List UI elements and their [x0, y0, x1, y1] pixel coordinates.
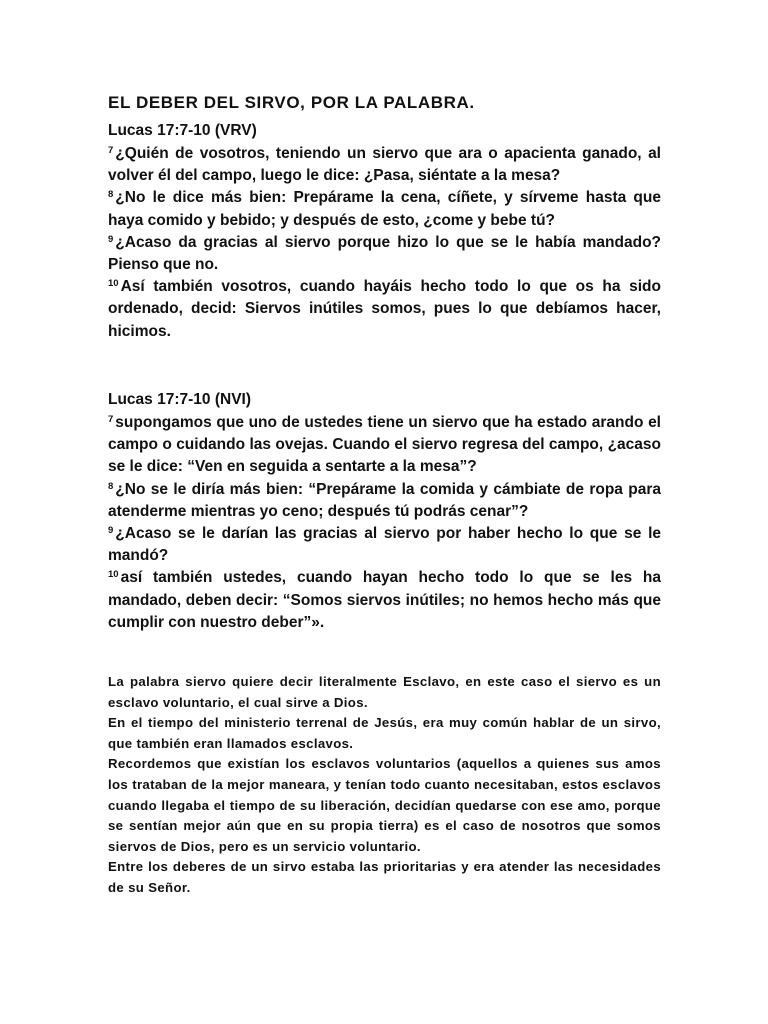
verse	[108, 143, 661, 187]
vrv-passage	[108, 143, 661, 343]
nvi-passage	[108, 412, 661, 634]
verse-text: Así también vosotros, cuando hayáis hecho todo lo que os ha sido ordenado, decid: Siervos inútiles somos, pues lo que debíamos hacer, hicimos.	[108, 278, 661, 340]
verse	[108, 232, 661, 276]
verse	[108, 276, 661, 343]
verse-text: ¿Acaso se le darían las gracias al siervo por haber hecho lo que se le mandó?	[108, 525, 661, 565]
verse	[108, 567, 661, 634]
verse-text: supongamos que uno de ustedes tiene un siervo que ha estado arando el campo o cuidando las ovejas. Cuando el siervo regresa del campo, ¿acaso se le dice: “Ven en seguida a sentarte a la mesa”?	[108, 414, 661, 476]
verse-number: 8	[108, 189, 114, 201]
verse-text: así también ustedes, cuando hayan hecho todo lo que se les ha mandado, deben decir: “Somos siervos inútiles; no hemos hecho más que cumplir con nuestro deber”».	[108, 569, 661, 631]
verse-number: 8	[108, 480, 114, 492]
verse	[108, 523, 661, 567]
vrv-reference: Lucas 17:7-10 (VRV)	[108, 122, 257, 139]
verse-number: 9	[108, 233, 114, 245]
verse-number: 9	[108, 525, 114, 537]
commentary-paragraph: En el tiempo del ministerio terrenal de Jesús, era muy común hablar de un sirvo, que también eran llamados esclavos.	[108, 715, 661, 751]
verse-number: 10	[108, 569, 119, 581]
verse	[108, 479, 661, 523]
commentary-paragraph: La palabra siervo quiere decir literalmente Esclavo, en este caso el siervo es un esclavo voluntario, el cual sirve a Dios.	[108, 674, 661, 710]
verse	[108, 187, 661, 231]
verse-text: ¿No se le diría más bien: “Prepárame la comida y cámbiate de ropa para atenderme mientras yo ceno; después tú podrás cenar”?	[108, 480, 661, 520]
document-title: EL DEBER DEL SIRVO, POR LA PALABRA.	[108, 93, 475, 112]
verse	[108, 412, 661, 479]
verse-number: 7	[108, 145, 114, 156]
commentary-section	[108, 672, 661, 899]
nvi-reference: Lucas 17:7-10 (NVI)	[108, 391, 251, 408]
verse-text: ¿Quién de vosotros, teniendo un siervo que ara o apacienta ganado, al volver él del campo, luego le dice: ¿Pasa, siéntate a la mesa?	[108, 145, 661, 185]
commentary-paragraph: Entre los deberes de un sirvo estaba las prioritarias y era atender las necesidades de su Señor.	[108, 859, 661, 895]
verse-text: ¿Acaso da gracias al siervo porque hizo lo que se le había mandado? Pienso que no.	[108, 233, 661, 274]
verse-number: 10	[108, 278, 119, 290]
verse-text: ¿No le dice más bien: Prepárame la cena, cíñete, y sírveme hasta que haya comido y bebido; y después de esto, ¿come y bebe tú?	[108, 189, 661, 229]
commentary-paragraph: Recordemos que existían los esclavos voluntarios (aquellos a quienes sus amos los trataban de la mejor maneara, y tenían todo cuanto necesitaban, estos esclavos cuando llegaba el tiempo de su liberación, decidían quedarse con ese amo, porque se sentían mejor aún que en su propia tierra) es el caso de nosotros que somos siervos de Dios, pero es un servicio voluntario.	[108, 756, 661, 854]
verse-number: 7	[108, 414, 114, 425]
